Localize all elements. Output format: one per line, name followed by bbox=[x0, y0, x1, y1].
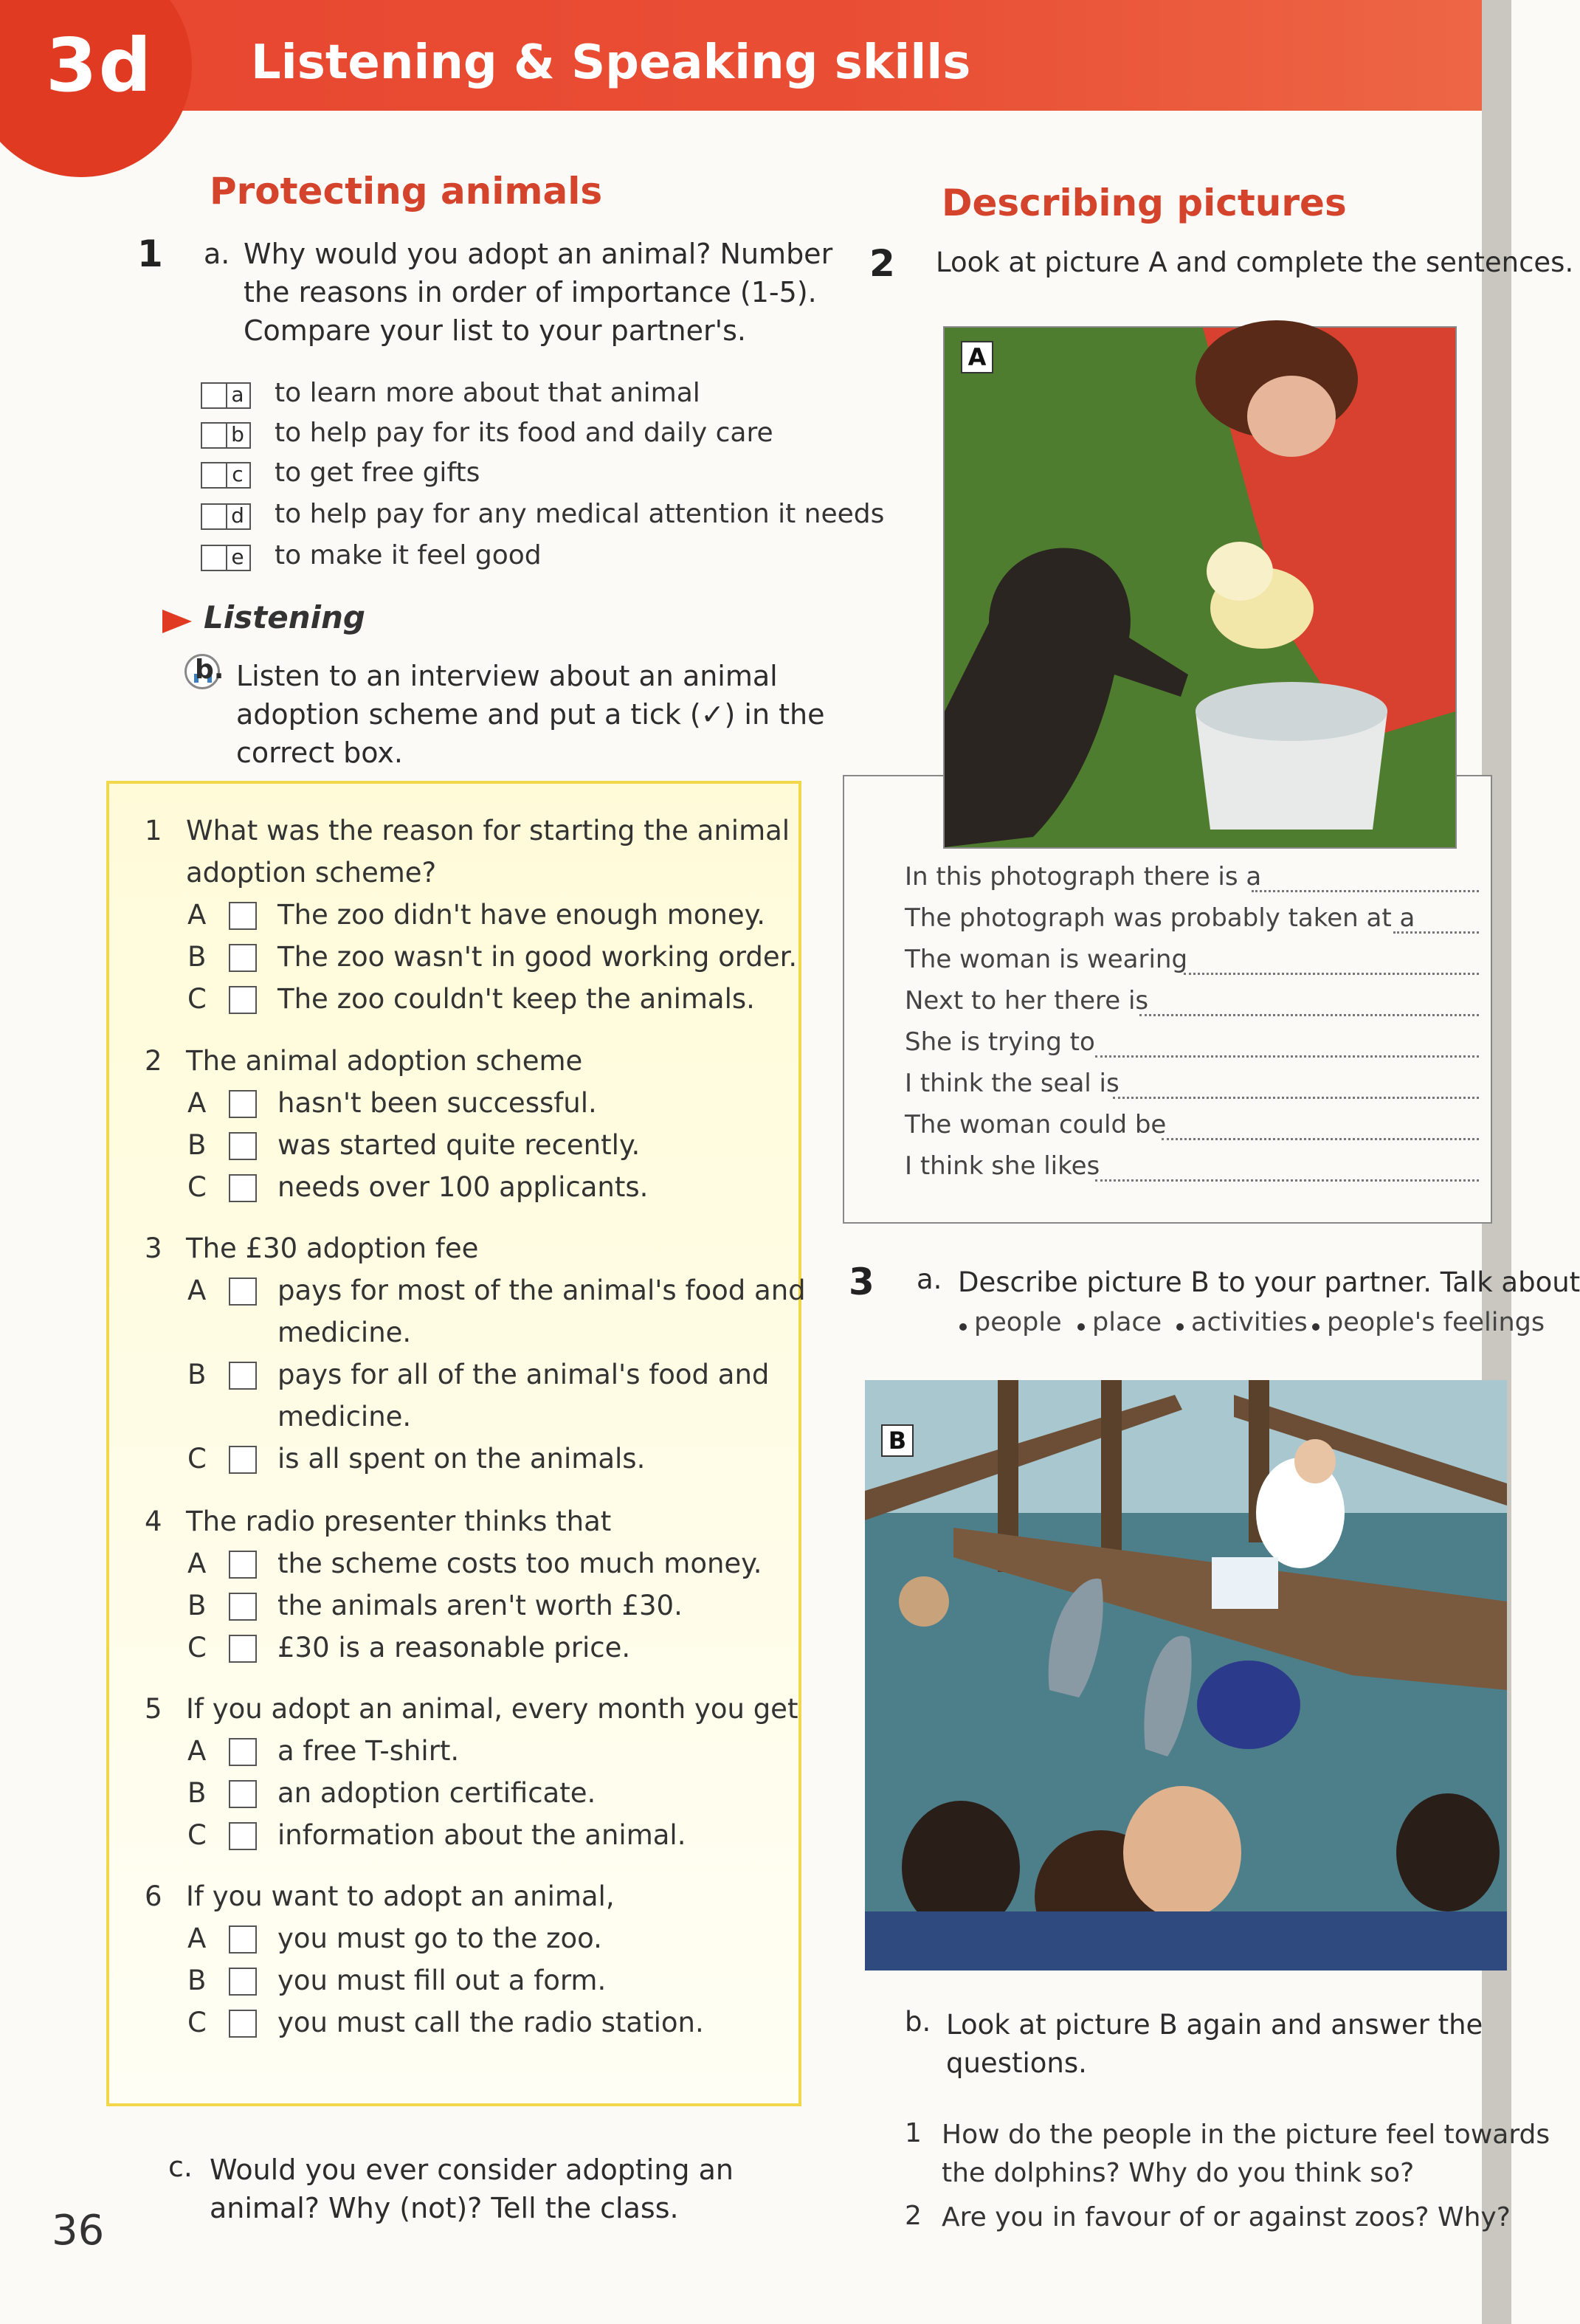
reason-text-e: to make it feel good bbox=[275, 540, 542, 570]
exercise-2-instruction: Look at picture A and complete the sentences. bbox=[936, 246, 1574, 278]
exercise-3b-label: b. bbox=[905, 2006, 931, 2038]
question-5-option-A-checkbox[interactable] bbox=[229, 1738, 257, 1766]
exercise-1a-line-2: the reasons in order of importance (1-5). bbox=[244, 276, 817, 308]
sentence-1-blank[interactable] bbox=[1252, 890, 1479, 892]
question-5-option-A-text-line-1: a free T-shirt. bbox=[277, 1735, 460, 1767]
topic-bullet-1 bbox=[959, 1323, 967, 1331]
question-1-option-A-text-line-1: The zoo didn't have enough money. bbox=[277, 899, 765, 931]
question-4-option-A-checkbox[interactable] bbox=[229, 1551, 257, 1579]
question-1-option-B-checkbox[interactable] bbox=[229, 944, 257, 972]
question-4-option-C-text-line-1: £30 is a reasonable price. bbox=[277, 1632, 631, 1663]
picture-b-dolphin-photo bbox=[865, 1380, 1507, 1970]
unit-code: 3d bbox=[46, 22, 153, 108]
question-5-option-A-letter: A bbox=[187, 1735, 207, 1767]
question-6-option-C-text-line-1: you must call the radio station. bbox=[277, 2007, 704, 2038]
question-3-option-C-text-line-1: is all spent on the animals. bbox=[277, 1443, 646, 1475]
question-4-number: 4 bbox=[145, 1506, 162, 1537]
topic-2: place bbox=[1092, 1308, 1162, 1337]
listening-heading: Listening bbox=[204, 599, 365, 635]
question-3-option-B-text-line-2: medicine. bbox=[277, 1401, 412, 1432]
question-5-option-C-text-line-1: information about the animal. bbox=[277, 1819, 686, 1851]
picture-b-label: B bbox=[881, 1424, 914, 1457]
reason-rank-box-d[interactable] bbox=[201, 503, 251, 530]
question-6-option-A-text-line-1: you must go to the zoo. bbox=[277, 1923, 602, 1954]
exercise-number-1: 1 bbox=[137, 232, 163, 275]
sentence-3: The woman is wearing bbox=[905, 945, 1188, 974]
question-2-option-C-letter: C bbox=[187, 1171, 207, 1203]
reason-rank-box-c[interactable] bbox=[201, 462, 251, 489]
exercise-1a-label: a. bbox=[204, 238, 230, 270]
question-1-stem-line-1: What was the reason for starting the animal bbox=[186, 815, 790, 846]
sentence-2: The photograph was probably taken at a bbox=[905, 903, 1415, 933]
question-5-stem-line-1: If you adopt an animal, every month you get bbox=[186, 1693, 798, 1725]
question-3-option-B-letter: B bbox=[187, 1359, 207, 1390]
topic-bullet-2 bbox=[1077, 1323, 1085, 1331]
question-3-option-A-text-line-2: medicine. bbox=[277, 1317, 412, 1348]
question-4-option-A-letter: A bbox=[187, 1548, 207, 1579]
exercise-3b-question-1-line-2: the dolphins? Why do you think so? bbox=[942, 2158, 1415, 2188]
question-2-number: 2 bbox=[145, 1045, 162, 1077]
exercise-1c-line-2: animal? Why (not)? Tell the class. bbox=[210, 2192, 679, 2224]
topic-bullet-4 bbox=[1312, 1323, 1319, 1331]
question-6-option-A-letter: A bbox=[187, 1923, 207, 1954]
question-6-option-B-letter: B bbox=[187, 1965, 207, 1996]
question-2-option-B-text-line-1: was started quite recently. bbox=[277, 1129, 641, 1161]
question-1-number: 1 bbox=[145, 815, 162, 846]
question-3-option-C-checkbox[interactable] bbox=[229, 1446, 257, 1474]
question-2-option-A-checkbox[interactable] bbox=[229, 1090, 257, 1118]
reason-letter-a: a bbox=[226, 382, 248, 409]
exercise-3a-instruction: Describe picture B to your partner. Talk about bbox=[958, 1266, 1580, 1298]
reason-letter-e: e bbox=[226, 545, 248, 571]
exercise-3b-line-2: questions. bbox=[946, 2047, 1087, 2079]
picture-a-label: A bbox=[961, 341, 993, 373]
reason-rank-box-e[interactable] bbox=[201, 545, 251, 571]
reason-rank-box-a[interactable] bbox=[201, 382, 251, 409]
question-5-option-B-letter: B bbox=[187, 1777, 207, 1809]
exercise-3a-label: a. bbox=[917, 1263, 942, 1295]
sentence-7-blank[interactable] bbox=[1162, 1138, 1479, 1140]
sentence-7: The woman could be bbox=[905, 1110, 1167, 1139]
sentence-4: Next to her there is bbox=[905, 986, 1149, 1016]
question-6-option-B-checkbox[interactable] bbox=[229, 1968, 257, 1996]
exercise-number-2: 2 bbox=[869, 242, 895, 285]
question-3-option-B-checkbox[interactable] bbox=[229, 1362, 257, 1390]
exercise-1c-line-1: Would you ever consider adopting an bbox=[210, 2154, 734, 2186]
section-title-describing-pictures: Describing pictures bbox=[942, 182, 1347, 224]
sentence-5-blank[interactable] bbox=[1095, 1055, 1479, 1058]
question-6-option-A-checkbox[interactable] bbox=[229, 1925, 257, 1954]
exercise-3b-question-1-number: 1 bbox=[905, 2118, 922, 2148]
question-2-option-C-checkbox[interactable] bbox=[229, 1174, 257, 1202]
question-2-option-A-text-line-1: hasn't been successful. bbox=[277, 1087, 597, 1119]
topic-3: activities bbox=[1191, 1308, 1308, 1337]
question-4-option-B-letter: B bbox=[187, 1590, 207, 1621]
sentence-5: She is trying to bbox=[905, 1027, 1095, 1057]
question-3-option-B-text-line-1: pays for all of the animal's food and bbox=[277, 1359, 770, 1390]
question-6-number: 6 bbox=[145, 1880, 162, 1912]
exercise-1b-line-1: Listen to an interview about an animal bbox=[236, 660, 778, 692]
question-5-option-B-text-line-1: an adoption certificate. bbox=[277, 1777, 596, 1809]
question-1-option-C-checkbox[interactable] bbox=[229, 986, 257, 1014]
exercise-3b-question-2-line-1: Are you in favour of or against zoos? Why? bbox=[942, 2202, 1511, 2232]
exercise-1a-line-3: Compare your list to your partner's. bbox=[244, 314, 746, 347]
topic-4: people's feelings bbox=[1327, 1308, 1545, 1337]
question-4-stem-line-1: The radio presenter thinks that bbox=[186, 1506, 612, 1537]
question-1-option-C-text-line-1: The zoo couldn't keep the animals. bbox=[277, 983, 755, 1015]
question-6-option-C-letter: C bbox=[187, 2007, 207, 2038]
exercise-1b-line-2: adoption scheme and put a tick (✓) in the bbox=[236, 698, 825, 731]
sentence-1: In this photograph there is a bbox=[905, 862, 1262, 892]
question-3-number: 3 bbox=[145, 1232, 162, 1264]
reason-text-a: to learn more about that animal bbox=[275, 378, 700, 408]
question-2-option-B-checkbox[interactable] bbox=[229, 1132, 257, 1160]
question-1-option-B-text-line-1: The zoo wasn't in good working order. bbox=[277, 941, 798, 973]
reason-letter-c: c bbox=[226, 462, 248, 489]
topic-1: people bbox=[974, 1308, 1062, 1337]
sentence-3-blank[interactable] bbox=[1184, 973, 1479, 975]
reason-text-b: to help pay for its food and daily care bbox=[275, 418, 773, 448]
question-1-option-A-checkbox[interactable] bbox=[229, 902, 257, 930]
exercise-1b-line-3: correct box. bbox=[236, 737, 403, 769]
sentence-6: I think the seal is bbox=[905, 1069, 1120, 1098]
question-2-option-C-text-line-1: needs over 100 applicants. bbox=[277, 1171, 649, 1203]
question-1-option-B-letter: B bbox=[187, 941, 207, 973]
question-2-stem-line-1: The animal adoption scheme bbox=[186, 1045, 583, 1077]
question-5-option-C-letter: C bbox=[187, 1819, 207, 1851]
question-5-option-B-checkbox[interactable] bbox=[229, 1780, 257, 1808]
question-5-number: 5 bbox=[145, 1693, 162, 1725]
sentence-8-blank[interactable] bbox=[1095, 1179, 1479, 1182]
exercise-3b-question-2-number: 2 bbox=[905, 2201, 922, 2231]
sentence-6-blank[interactable] bbox=[1113, 1097, 1479, 1099]
reason-text-c: to get free gifts bbox=[275, 458, 480, 488]
exercise-1a-line-1: Why would you adopt an animal? Number bbox=[244, 238, 833, 270]
sentence-4-blank[interactable] bbox=[1139, 1014, 1479, 1016]
page-title: Listening & Speaking skills bbox=[251, 35, 971, 90]
listening-arrow-icon bbox=[162, 610, 192, 633]
question-1-option-C-letter: C bbox=[187, 983, 207, 1015]
question-4-option-C-letter: C bbox=[187, 1632, 207, 1663]
reason-text-d: to help pay for any medical attention it needs bbox=[275, 499, 885, 529]
exercise-1c-label: c. bbox=[168, 2151, 193, 2183]
question-6-option-B-text-line-1: you must fill out a form. bbox=[277, 1965, 607, 1996]
question-4-option-B-text-line-1: the animals aren't worth £30. bbox=[277, 1590, 683, 1621]
question-3-stem-line-1: The £30 adoption fee bbox=[186, 1232, 479, 1264]
picture-a-illustration bbox=[945, 328, 1455, 847]
exercise-3b-question-1-line-1: How do the people in the picture feel towards bbox=[942, 2120, 1550, 2150]
question-5-option-C-checkbox[interactable] bbox=[229, 1822, 257, 1850]
question-4-option-B-checkbox[interactable] bbox=[229, 1593, 257, 1621]
question-3-option-A-checkbox[interactable] bbox=[229, 1277, 257, 1306]
page-number: 36 bbox=[52, 2207, 105, 2255]
question-3-option-A-text-line-1: pays for most of the animal's food and bbox=[277, 1275, 806, 1306]
picture-b-illustration bbox=[865, 1380, 1507, 1970]
question-1-option-A-letter: A bbox=[187, 899, 207, 931]
question-4-option-C-checkbox[interactable] bbox=[229, 1635, 257, 1663]
sentence-2-blank[interactable] bbox=[1393, 931, 1479, 934]
question-6-stem-line-1: If you want to adopt an animal, bbox=[186, 1880, 615, 1912]
sentence-8: I think she likes bbox=[905, 1151, 1100, 1181]
picture-a-seal-photo bbox=[943, 326, 1457, 849]
reason-letter-d: d bbox=[226, 503, 248, 530]
exercise-3b-line-1: Look at picture B again and answer the bbox=[946, 2009, 1483, 2041]
question-1-stem-line-2: adoption scheme? bbox=[186, 857, 437, 889]
exercise-number-3: 3 bbox=[849, 1261, 874, 1303]
question-2-option-A-letter: A bbox=[187, 1087, 207, 1119]
exercise-1b-label: b. bbox=[195, 655, 224, 685]
question-6-option-C-checkbox[interactable] bbox=[229, 2010, 257, 2038]
question-4-option-A-text-line-1: the scheme costs too much money. bbox=[277, 1548, 762, 1579]
question-3-option-A-letter: A bbox=[187, 1275, 207, 1306]
reason-letter-b: b bbox=[226, 422, 248, 449]
question-2-option-B-letter: B bbox=[187, 1129, 207, 1161]
topic-bullet-3 bbox=[1176, 1323, 1184, 1331]
section-title-protecting-animals: Protecting animals bbox=[210, 170, 603, 213]
question-3-option-C-letter: C bbox=[187, 1443, 207, 1475]
reason-rank-box-b[interactable] bbox=[201, 422, 251, 449]
